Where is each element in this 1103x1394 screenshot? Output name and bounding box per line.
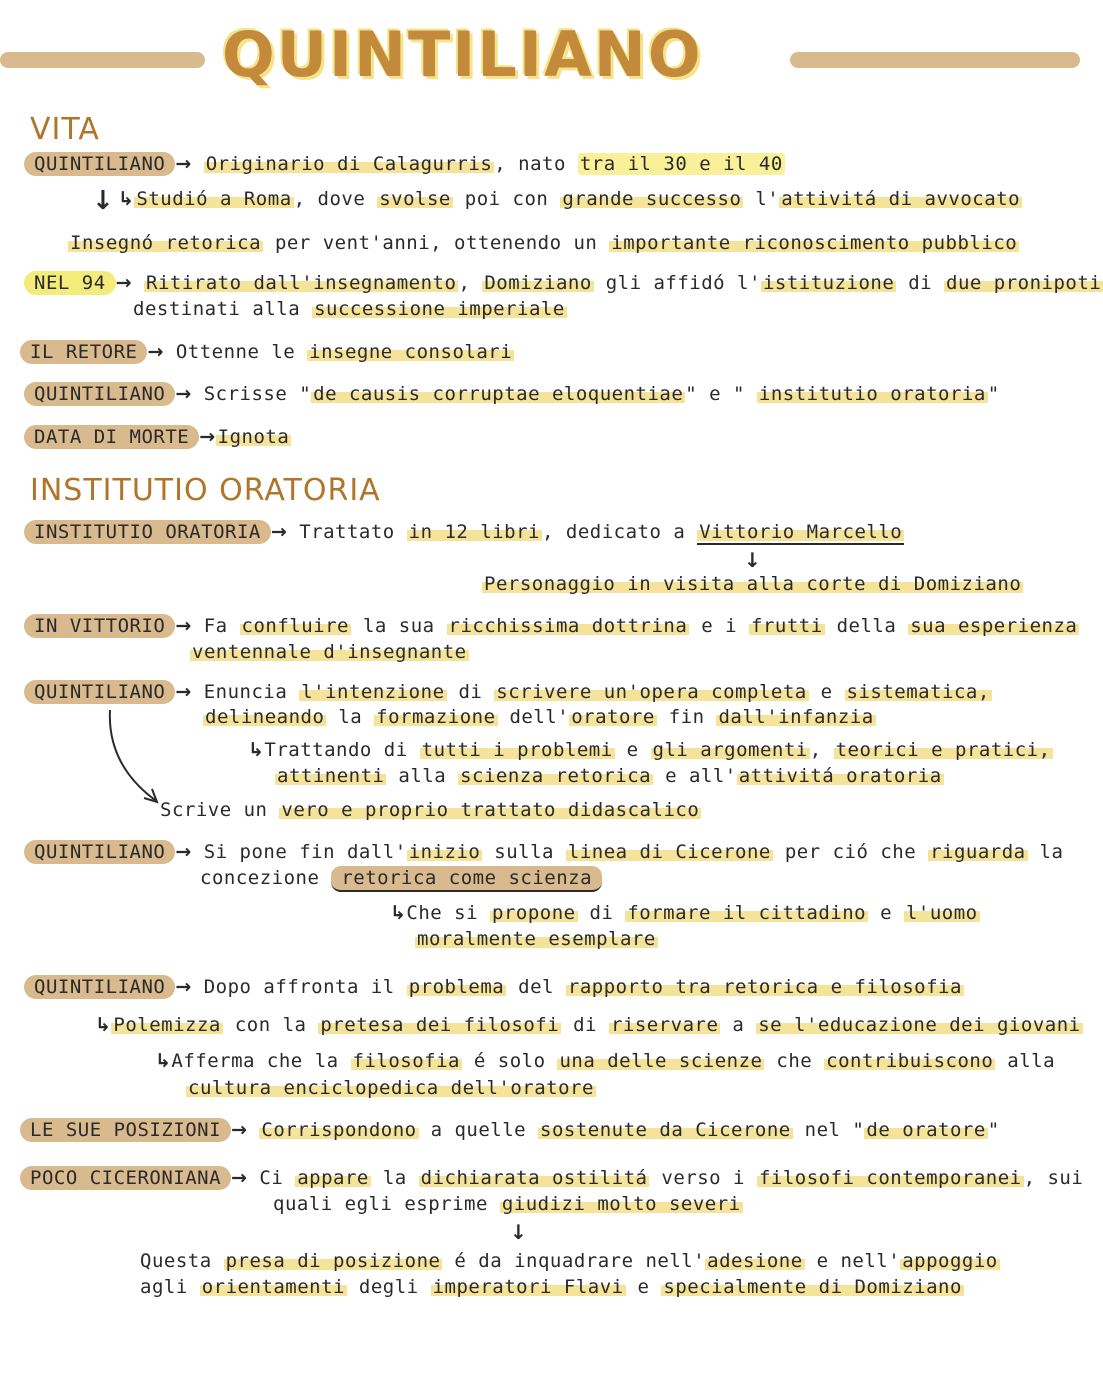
text: successione imperiale (314, 298, 565, 320)
text: tra il 30 e il 40 (579, 153, 783, 175)
inst-line-7b (200, 866, 602, 892)
text: Afferma che la (171, 1050, 351, 1072)
text: pretesa dei filosofi (320, 1014, 560, 1036)
text: della (824, 615, 909, 637)
text: Scrisse " (203, 383, 312, 405)
text: riguarda (930, 841, 1026, 863)
text: moralmente esemplare (417, 928, 656, 950)
text: Che si (406, 902, 490, 924)
text: per vent'anni, ottenendo un (263, 232, 610, 254)
inst-line-3b (190, 641, 469, 663)
text: Polemizza (113, 1014, 221, 1036)
text: degli (346, 1276, 431, 1298)
text: inizio (408, 841, 481, 863)
text: attivitá oratoria (738, 765, 942, 787)
text: filosofi contemporanei (758, 1167, 1022, 1189)
arrow-right-icon: → (175, 383, 192, 405)
text: nel " (792, 1119, 865, 1141)
arrow-right-icon: → (199, 426, 216, 448)
text: insegne consolari (309, 341, 513, 363)
text: riservare (610, 1014, 719, 1036)
text: sistematica, (846, 681, 990, 703)
text: concezione (200, 867, 320, 889)
text: appoggio (902, 1250, 998, 1272)
inst-line-10 (95, 1014, 1083, 1036)
text: , (809, 739, 834, 761)
arrow-return-icon: ↳ (390, 902, 407, 924)
keyword-tag: LE SUE POSIZIONI (20, 1118, 231, 1142)
text: , (458, 272, 483, 294)
text: gli argomenti (652, 739, 808, 761)
text: per ció che (772, 841, 929, 863)
text: oratore (571, 706, 655, 728)
title-bar-left (0, 52, 205, 68)
text: Insegnó retorica (70, 232, 262, 254)
text: , nato (494, 153, 578, 175)
text: quali egli esprime (273, 1193, 500, 1215)
inst-line-2 (482, 573, 1023, 595)
text: con la (222, 1014, 319, 1036)
inst-line-12 (20, 1118, 1000, 1142)
text: gli affidó l' (593, 272, 761, 294)
inst-line-4b (203, 706, 876, 728)
text: appare (297, 1167, 369, 1189)
text: linea di Cicerone (567, 841, 771, 863)
text: attivitá di avvocato (781, 188, 1021, 210)
text: e all' (653, 765, 737, 787)
keyword-tag: IL RETORE (20, 340, 147, 364)
arrow-return-icon: ↳ (118, 188, 135, 210)
text: contribuiscono (826, 1050, 994, 1072)
text: Dopo affronta il (203, 976, 407, 998)
text: Ritirato dall'insegnamento (146, 272, 457, 294)
arrow-right-icon: → (115, 272, 133, 294)
keyword-tag: DATA DI MORTE (24, 425, 199, 449)
text: di (577, 902, 626, 924)
text: alla (995, 1050, 1056, 1072)
text: Originario di Calagurris (205, 153, 493, 175)
keyword-tag: QUINTILIANO (24, 680, 175, 704)
text: adesione (707, 1250, 803, 1272)
text: delineando (205, 706, 325, 728)
arrow-right-icon: → (231, 1119, 248, 1141)
vita-line-5 (20, 340, 514, 364)
keyword-tag: INSTITUTIO ORATORIA (24, 520, 271, 544)
text: istituzione (762, 272, 895, 294)
section-heading-institutio: INSTITUTIO ORATORIA (30, 473, 381, 508)
text: svolse (379, 188, 451, 210)
text: de causis corruptae eloquentiae (313, 383, 684, 405)
inst-line-5b (275, 765, 944, 787)
text: formare il cittadino (627, 902, 867, 924)
inst-line-7 (24, 840, 1063, 864)
vita-line-1 (24, 152, 785, 176)
inst-line-13 (20, 1166, 1083, 1190)
text: Ci (259, 1167, 296, 1189)
text: la (326, 706, 375, 728)
arrow-down-icon: ↓ (744, 548, 762, 572)
text: Trattato (299, 521, 407, 543)
page-title: QUINTILIANO (222, 18, 703, 91)
arrow-return-icon: ↳ (95, 1014, 112, 1036)
section-heading-vita: VITA (30, 112, 100, 147)
text: in 12 libri (408, 521, 541, 543)
text: la sua (351, 615, 447, 637)
text: e (808, 681, 845, 703)
text: importante riconoscimento pubblico (611, 232, 1018, 254)
text: se l'educazione dei giovani (758, 1014, 1081, 1036)
text: dall'infanzia (718, 706, 874, 728)
text: Corrispondono (261, 1119, 417, 1141)
text: due pronipoti (946, 272, 1102, 294)
text: Fa (203, 615, 240, 637)
text: ventennale d'insegnante (192, 641, 467, 663)
text: sua esperienza (910, 615, 1078, 637)
text: la (370, 1167, 419, 1189)
keyword-tag: retorica come scienza (331, 866, 602, 892)
text: Trattando di (264, 739, 420, 761)
keyword-tag: NEL 94 (24, 271, 116, 295)
text: imperatori Flavi (432, 1276, 624, 1298)
text: fin (656, 706, 717, 728)
text: confluire (241, 615, 349, 637)
text: vero e proprio trattato didascalico (281, 799, 700, 821)
vita-line-3 (68, 232, 1019, 254)
text: e (868, 902, 904, 924)
text: orientamenti (201, 1276, 345, 1298)
text: tutti i problemi (421, 739, 613, 761)
text: e i (689, 615, 749, 637)
vita-line-4 (24, 271, 1103, 295)
text: a (720, 1014, 757, 1036)
text: ricchissima dottrina (448, 615, 688, 637)
text: Domiziano (484, 272, 592, 294)
text: dell' (497, 706, 570, 728)
arrow-right-icon: → (175, 976, 192, 998)
text: l' (743, 188, 780, 210)
keyword-tag: QUINTILIANO (24, 975, 175, 999)
text: e nell' (804, 1250, 901, 1272)
text: é solo (461, 1050, 558, 1072)
arrow-right-icon: → (175, 841, 192, 863)
vita-line-6 (24, 382, 1000, 406)
text: Si pone fin dall' (203, 841, 407, 863)
text: e (625, 1276, 662, 1298)
inst-line-9 (24, 975, 964, 999)
text: Questa (140, 1250, 224, 1272)
text: alla (386, 765, 459, 787)
text: , dedicato a (542, 521, 698, 543)
text: di (896, 272, 945, 294)
keyword-tag: POCO CICERONIANA (20, 1166, 231, 1190)
title-bar-right (790, 52, 1080, 68)
text: formazione (376, 706, 496, 728)
text: , dove (293, 188, 378, 210)
keyword-tag: QUINTILIANO (24, 152, 175, 176)
text: grande successo (562, 188, 742, 210)
inst-line-5 (248, 739, 1053, 761)
text: l'uomo (905, 902, 978, 924)
arrow-right-icon: → (231, 1167, 248, 1189)
text: Personaggio in visita alla corte di Domiziano (484, 573, 1022, 595)
vita-line-7 (24, 425, 291, 449)
text: che (764, 1050, 825, 1072)
text: scienza retorica (460, 765, 652, 787)
inst-line-13b (273, 1193, 743, 1215)
text: , sui (1023, 1167, 1084, 1189)
text: poi con (452, 188, 561, 210)
vita-line-4b (133, 298, 567, 320)
inst-line-3 (24, 614, 1079, 638)
text: dichiarata ostilitá (420, 1167, 648, 1189)
inst-line-1 (24, 520, 904, 544)
arrow-down-icon: ↓ (92, 186, 115, 216)
arrow-right-icon: → (270, 521, 288, 543)
keyword-tag: QUINTILIANO (24, 840, 175, 864)
text: destinati alla (133, 298, 313, 320)
keyword-tag: QUINTILIANO (24, 382, 175, 406)
text: institutio oratoria (758, 383, 986, 405)
text: " e " (685, 383, 757, 405)
text: specialmente di Domiziano (663, 1276, 962, 1298)
text: verso i (649, 1167, 757, 1189)
arrow-right-icon: → (175, 615, 192, 637)
text: scrivere un'opera completa (496, 681, 807, 703)
text: a quelle (418, 1119, 539, 1141)
text: Ignota (217, 426, 290, 448)
text: Enuncia (203, 681, 300, 703)
text: del (506, 976, 566, 998)
text: Scrive un (160, 799, 280, 821)
arrow-down-icon: ↓ (510, 1220, 528, 1244)
text: la (1027, 841, 1064, 863)
text: filosofia (352, 1050, 460, 1072)
text: Studió a Roma (136, 188, 292, 210)
inst-line-14 (140, 1250, 1000, 1272)
text: giudizi molto severi (501, 1193, 741, 1215)
text: rapporto tra retorica e filosofia (567, 976, 962, 998)
text: attinenti (277, 765, 385, 787)
text: frutti (751, 615, 823, 637)
inst-line-4 (24, 680, 992, 704)
text: agli (140, 1276, 200, 1298)
text: l'intenzione (301, 681, 445, 703)
text: propone (492, 902, 576, 924)
text: " (987, 1119, 1000, 1141)
text: Ottenne le (175, 341, 308, 363)
arrow-right-icon: → (147, 341, 164, 363)
arrow-return-icon: ↳ (155, 1050, 172, 1072)
inst-line-14b (140, 1276, 964, 1298)
text: di (561, 1014, 609, 1036)
inst-line-8 (390, 902, 980, 924)
text: una delle scienze (559, 1050, 763, 1072)
arrow-right-icon: → (175, 153, 192, 175)
text: é da inquadrare nell' (442, 1250, 706, 1272)
text: sulla (482, 841, 566, 863)
arrow-return-icon: ↳ (248, 739, 265, 761)
keyword-tag: IN VITTORIO (24, 614, 175, 638)
text: " (987, 383, 1000, 405)
vita-line-2 (118, 188, 1022, 210)
inst-line-11 (155, 1050, 1055, 1072)
text: problema (408, 976, 505, 998)
curved-arrow-icon (100, 708, 170, 808)
text: presa di posizione (225, 1250, 441, 1272)
text: e (614, 739, 651, 761)
text: di (446, 681, 495, 703)
inst-line-11b (186, 1077, 596, 1099)
text: de oratore (866, 1119, 986, 1141)
inst-line-6 (160, 799, 701, 821)
text: cultura enciclopedica dell'oratore (188, 1077, 594, 1099)
text: sostenute da Cicerone (540, 1119, 791, 1141)
text: teorici e pratici, (835, 739, 1051, 761)
inst-line-8b (415, 928, 658, 950)
text: Vittorio Marcello (699, 521, 903, 543)
arrow-right-icon: → (175, 681, 192, 703)
